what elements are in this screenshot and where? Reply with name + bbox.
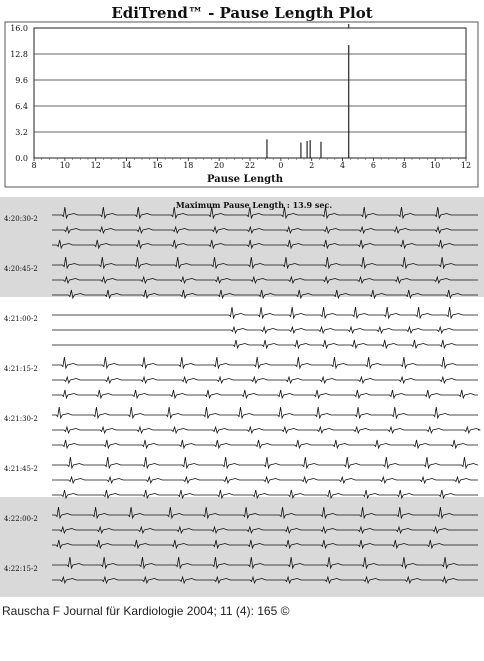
ecg-timestamp: 4:21:30-2 [4,415,38,423]
x-tick-label: 10 [430,161,441,170]
x-axis-title: Pause Length [206,174,284,185]
ecg-segment-bg [0,347,484,397]
ecg-segment-bg [0,547,484,597]
y-tick-label: 6.4 [15,102,28,111]
plot-frame [5,22,478,187]
x-tick-label: 12 [460,161,472,170]
x-tick-label: 12 [90,161,101,170]
x-tick-label: 14 [121,161,132,170]
max-pause-label: Maximum Pause Length : 13.9 sec. [175,200,333,210]
ecg-timestamp: 4:22:00-2 [4,515,38,523]
x-tick-label: 8 [401,161,407,170]
ecg-segment-bg [0,397,484,447]
ecg-timestamp: 4:21:00-2 [4,315,38,323]
ecg-timestamp: 4:20:30-2 [4,215,38,223]
ecg-strips [0,197,484,597]
x-tick-label: 10 [59,161,70,170]
y-tick-label: 16.0 [10,24,28,33]
y-tick-label: 3.2 [15,128,28,137]
ecg-strip-panel [0,197,484,597]
ecg-timestamp: 4:20:45-2 [4,265,38,273]
ecg-segment-bg [0,447,484,497]
x-tick-label: 0 [278,161,284,170]
citation-caption: Rauscha F Journal für Kardiologie 2004; 11 (4): 165 © [2,604,290,618]
y-tick-labels [10,24,28,163]
pause-length-plot [0,0,484,190]
ecg-segment-bg [0,297,484,347]
x-tick-label: 4 [340,161,346,170]
ecg-segment-bg [0,497,484,547]
plot-area [34,28,466,158]
ecg-timestamp: 4:21:45-2 [4,465,38,473]
ecg-segment-backgrounds [0,197,484,597]
y-tick-label: 0.0 [15,154,28,163]
x-tick-label: 18 [183,161,194,170]
chart-title: EdiTrend™ - Pause Length Plot [111,4,373,22]
y-tick-label: 9.6 [15,76,28,85]
ecg-segment-bg [0,247,484,297]
x-tick-label: 22 [244,161,256,170]
x-tick-label: 8 [31,161,37,170]
x-tick-labels [31,158,471,170]
x-tick-label: 6 [370,161,376,170]
x-tick-label: 16 [152,161,163,170]
x-tick-label: 2 [309,161,315,170]
y-tick-label: 12.8 [10,50,28,59]
x-tick-label: 20 [214,161,225,170]
ecg-timestamp: 4:21:15-2 [4,365,38,373]
ecg-timestamp: 4:22:15-2 [4,565,38,573]
